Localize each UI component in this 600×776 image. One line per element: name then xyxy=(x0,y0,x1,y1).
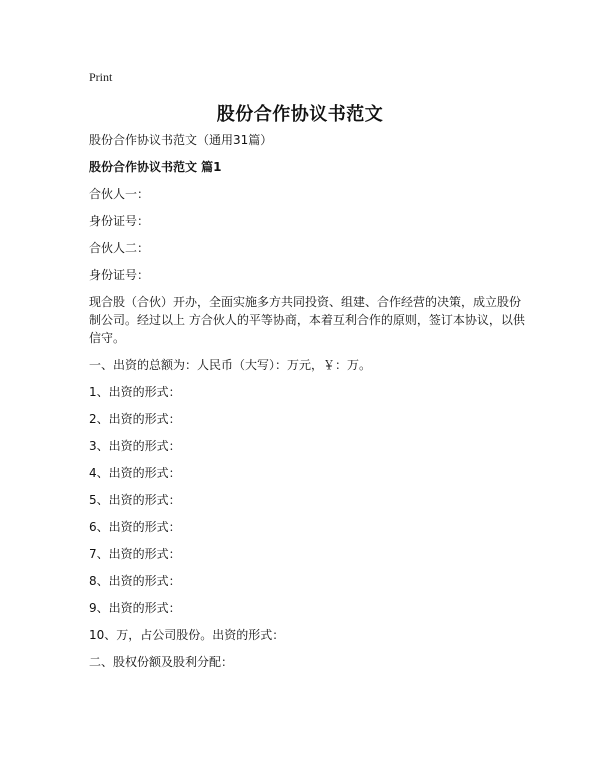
clause-investment-total: 一、出资的总额为：人民币（大写）：万元，￥：万。 xyxy=(89,358,372,372)
section-heading: 股份合作协议书范文 篇1 xyxy=(89,160,222,174)
id-number-line: 身份证号： xyxy=(89,268,150,282)
partner-one-line: 合伙人一： xyxy=(89,187,150,201)
list-item: 3、出资的形式： xyxy=(89,439,181,453)
list-item: 4、出资的形式： xyxy=(89,466,181,480)
list-item: 8、出资的形式： xyxy=(89,574,181,588)
list-item: 10、万，占公司股份。出资的形式： xyxy=(89,628,285,642)
subtitle: 股份合作协议书范文（通用31篇） xyxy=(89,133,273,147)
partner-two-line: 合伙人二： xyxy=(89,241,150,255)
list-item: 5、出资的形式： xyxy=(89,493,181,507)
id-number-line: 身份证号： xyxy=(89,214,150,228)
list-item: 7、出资的形式： xyxy=(89,547,181,561)
list-item: 9、出资的形式： xyxy=(89,601,181,615)
document-body xyxy=(89,131,529,680)
list-item: 2、出资的形式： xyxy=(89,412,181,426)
list-item: 6、出资的形式： xyxy=(89,520,181,534)
print-link[interactable]: Print xyxy=(89,70,113,84)
list-item: 1、出资的形式： xyxy=(89,385,181,399)
document-title: 股份合作协议书范文 xyxy=(216,104,384,125)
intro-paragraph: 现合股（合伙）开办，全面实施多方共同投资、组建、合作经营的决策，成立股份制公司。经过以上 方合伙人的平等协商，本着互利合作的原则，签订本协议，以供信守。 xyxy=(89,295,525,345)
clause-equity-share: 二、股权份额及股利分配： xyxy=(89,655,234,669)
